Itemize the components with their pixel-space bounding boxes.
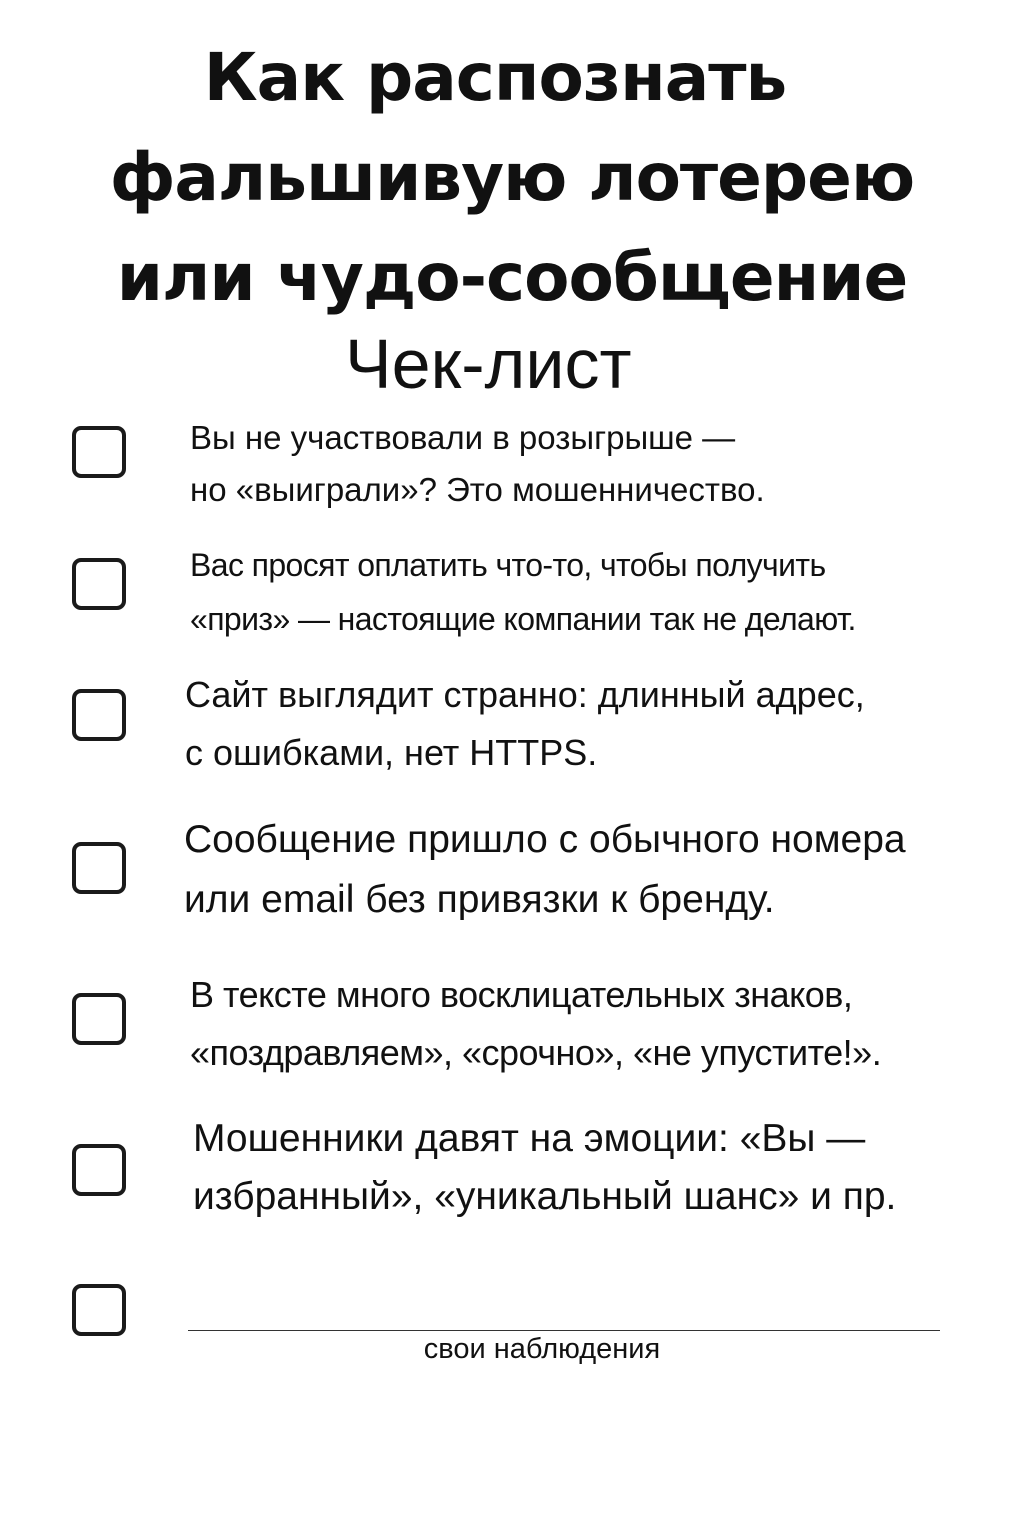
write-in-caption: свои наблюдения: [423, 1333, 661, 1365]
page-title: [0, 28, 1024, 328]
checklist-item-text: [190, 538, 856, 646]
checkbox[interactable]: [72, 993, 126, 1045]
checkbox[interactable]: [72, 689, 126, 741]
title-line-3: или чудо-сообщение: [116, 239, 908, 316]
checklist-item-text: [190, 966, 881, 1082]
checklist-item-text: [184, 810, 906, 930]
checklist-item-text: [193, 1110, 896, 1226]
checklist-item-line: но «выиграли»? Это мошенничество.: [190, 471, 765, 508]
checklist-item-line: с ошибками, нет HTTPS.: [185, 732, 598, 773]
checklist-item-line: «поздравляем», «срочно», «не упустите!».: [190, 1032, 882, 1073]
checkbox[interactable]: [72, 558, 126, 610]
checkbox[interactable]: [72, 842, 126, 894]
checklist-item-text: [185, 666, 865, 782]
checklist-item-line: В тексте много восклицательных знаков,: [190, 974, 853, 1015]
checklist-subtitle: Чек-лист: [345, 325, 632, 403]
checkbox[interactable]: [72, 1284, 126, 1336]
checklist-item-line: Сайт выглядит странно: длинный адрес,: [185, 674, 865, 715]
checklist-item-line: Вас просят оплатить что-то, чтобы получить: [190, 547, 826, 583]
title-line-1: Как распознать: [203, 39, 787, 116]
checklist-item-line: Сообщение пришло с обычного номера: [184, 818, 906, 861]
checklist-item-line: Мошенники давят на эмоции: «Вы —: [193, 1117, 866, 1160]
checklist-item-line: «приз» — настоящие компании так не делают.: [190, 601, 856, 637]
title-line-2: фальшивую лотерею: [109, 139, 915, 216]
checklist-item-line: или email без привязки к бренду.: [184, 878, 775, 921]
checklist-item-text: [190, 412, 765, 516]
checkbox[interactable]: [72, 1144, 126, 1196]
checkbox[interactable]: [72, 426, 126, 478]
checklist-item-line: Вы не участвовали в розыгрыше —: [190, 419, 736, 456]
checklist-item-line: избранный», «уникальный шанс» и пр.: [193, 1175, 897, 1218]
